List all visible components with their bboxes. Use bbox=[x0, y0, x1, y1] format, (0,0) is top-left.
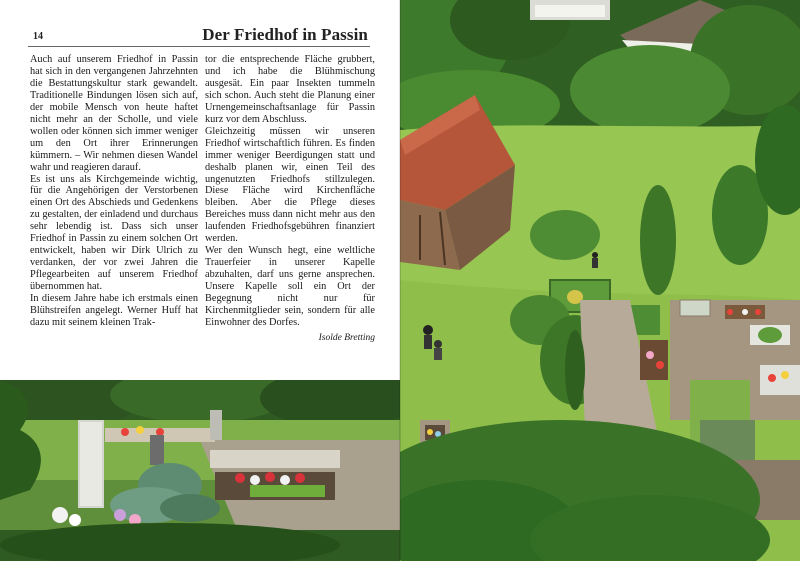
paragraph: Auch auf unserem Friedhof in Passin hat sich in den vergangenen Jahrzehnten die Bestattungskultur stark gewandelt. Traditionelle Bindungen lösen sich auf, der mobile Mensch von heute haftet nicht mehr an der Scholle, und viele wollen oder können sich immer weniger um den Ort ihrer Erinnerungen kümmern. – Wir nehmen diesen Wandel wahr und reagieren darauf. bbox=[30, 54, 198, 173]
paragraph: tor die entsprechende Fläche grubbert, und ich habe die Blühmischung ausgesät. Ein paar Insekten tummeln sich schon. Auch steht die Planung einer Urnengemeinschaftsanlage für Passin kurz vor dem Abschluss. bbox=[205, 54, 375, 125]
cemetery-graves-photo bbox=[0, 380, 400, 561]
article-text-panel bbox=[0, 0, 380, 380]
paragraph: Gleichzeitig müssen wir unseren Friedhof wirtschaftlich führen. Es finden immer weniger Beerdigungen statt und deshalb planen wir, einen Teil des ungenutzten Friedhofs stillzulegen. Diese Fläche wird Kirchenfläche bleiben. Aber die Pflege dieses Bereiches muss dann nicht mehr aus den laufenden Friedhofsgebühren finanziert werden. bbox=[205, 125, 375, 245]
paragraph: Es ist uns als Kirchgemeinde wichtig, für die Angehörigen der Verstorbenen einen Ort des Abschieds und Gedenkens zu gestalten, der einladend und durchaus sehr lebendig ist. Dass sich unser Friedhof in Passin zu einem solchen Ort entwickelt, haben wir Dirk Ulrich zu verdanken, der vor zwei Jahren die Pflegearbeiten auf unserem Friedhof übernommen hat. bbox=[30, 173, 198, 293]
cemetery-aerial-photo bbox=[400, 0, 800, 561]
paragraph: Wer den Wunsch hegt, eine weltliche Trauerfeier in unserer Kapelle abzuhalten, darf uns gerne ansprechen. Unsere Kapelle soll ein Ort der Begegnung nicht nur für Kirchenmitglieder sein, sondern für alle Einwohner des Dorfes. bbox=[205, 245, 375, 328]
paragraph: In diesem Jahre habe ich erstmals einen Blühstreifen angelegt. Werner Huff hat dazu mit seinem kleinen Trak- bbox=[30, 293, 198, 328]
article-author: Isolde Bretting bbox=[318, 332, 375, 343]
graves-photo-illustration bbox=[0, 380, 400, 561]
page-spine bbox=[399, 0, 401, 561]
title-rule bbox=[28, 46, 370, 47]
article-column-right bbox=[205, 54, 375, 345]
article-column-left bbox=[30, 54, 198, 329]
page-title: Der Friedhof in Passin bbox=[202, 25, 368, 44]
page-number: 14 bbox=[33, 31, 43, 42]
aerial-photo-illustration bbox=[400, 0, 800, 561]
